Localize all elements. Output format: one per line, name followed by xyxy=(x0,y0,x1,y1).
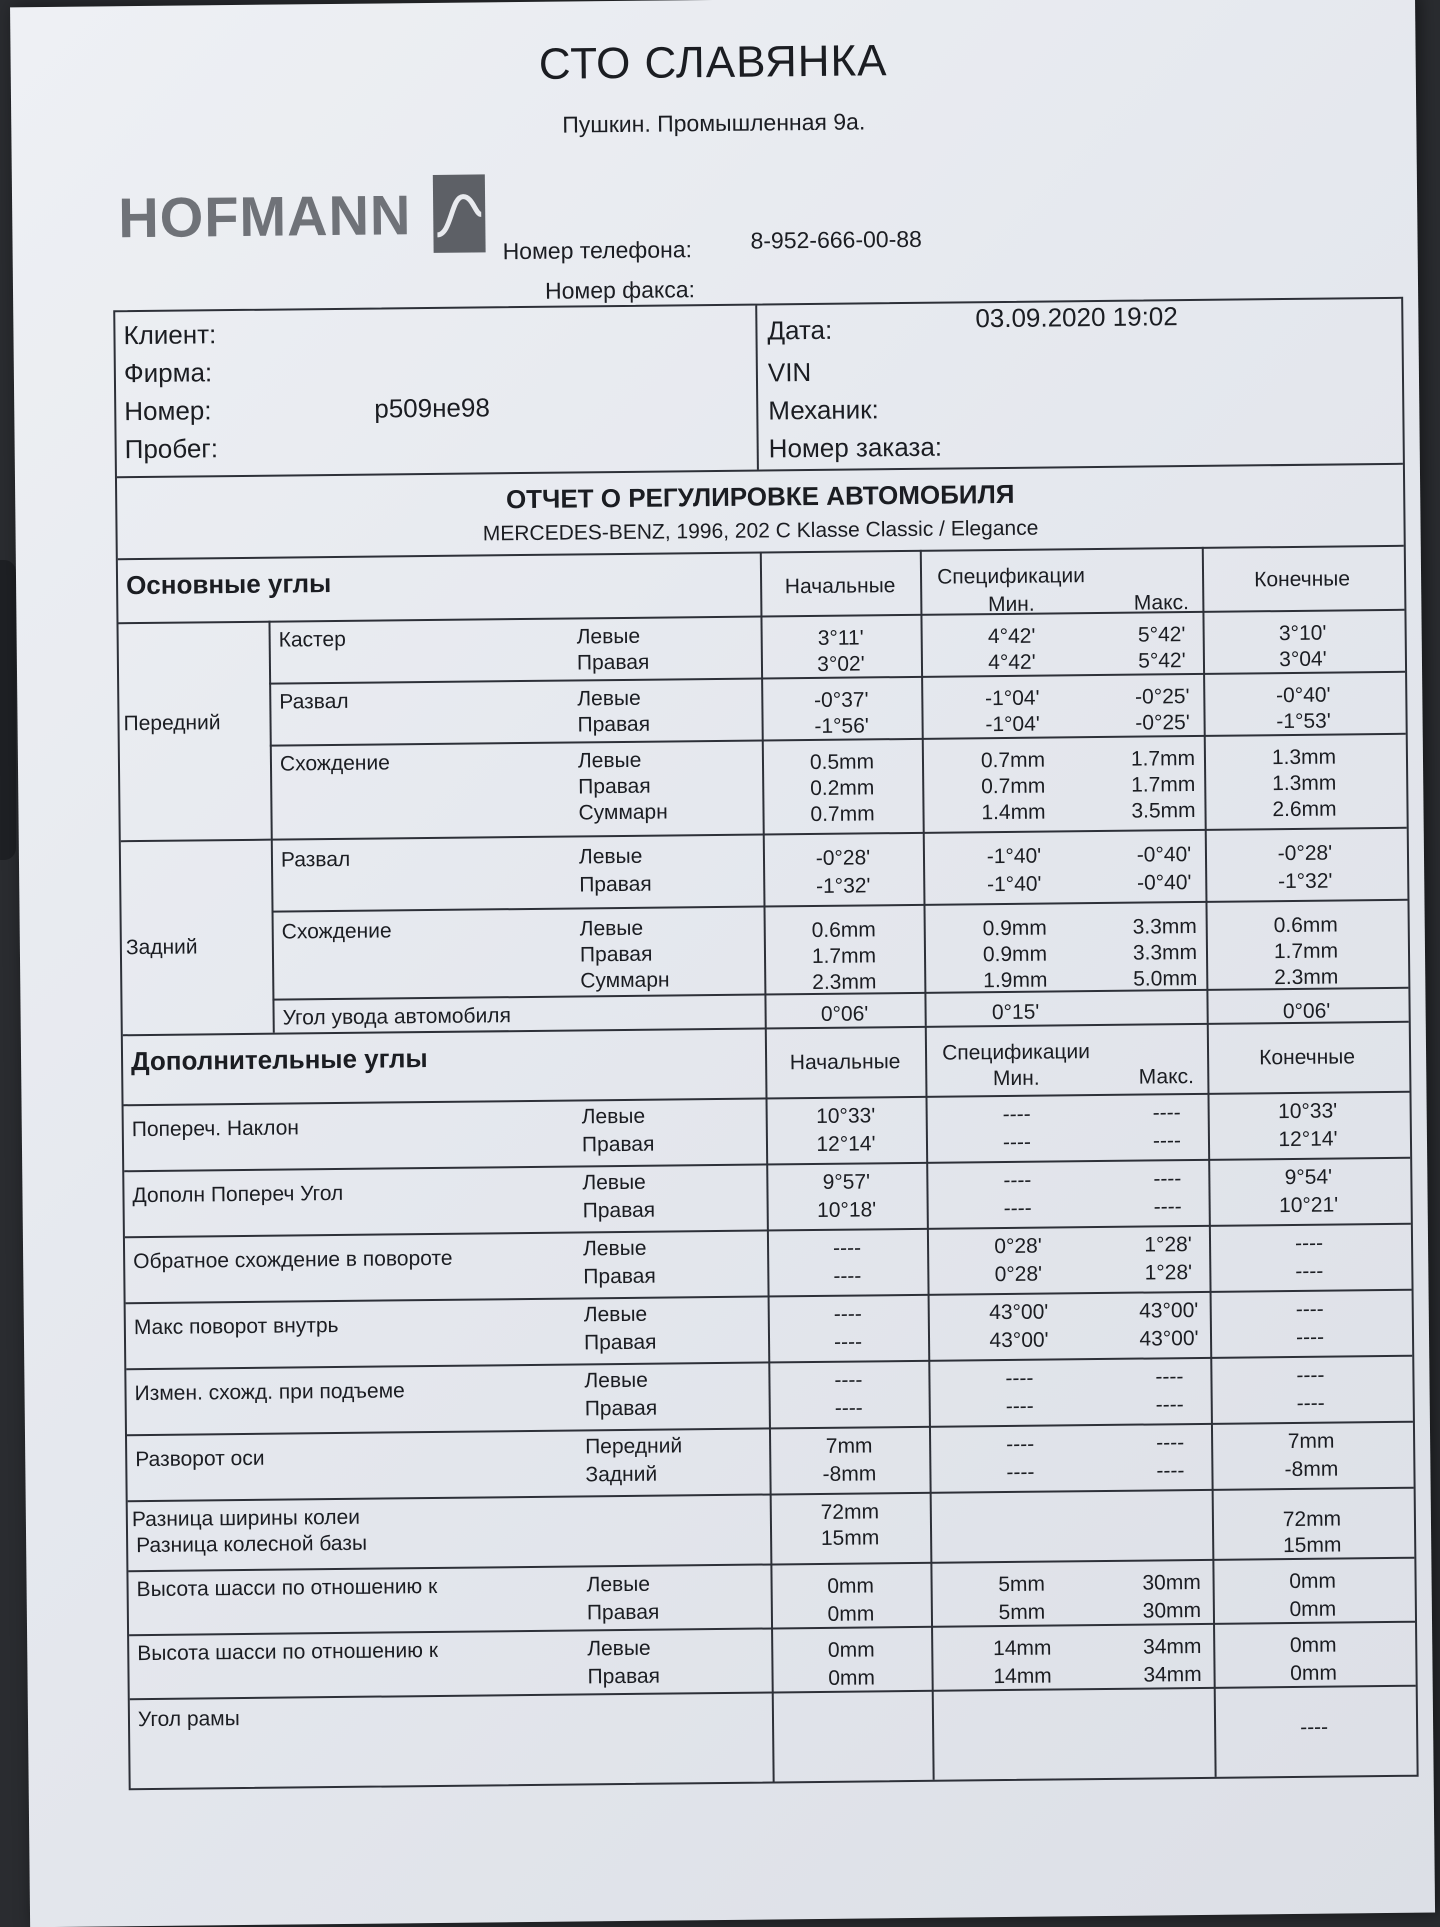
brand-mark-icon xyxy=(433,174,486,253)
wheelbase-diff-label: Разница колесной базы xyxy=(136,1531,368,1558)
cell-spec-min: 1.4mm xyxy=(981,800,1046,825)
cell-spec-max: 1.7mm xyxy=(1130,746,1196,771)
cell-initial: 0.5mm xyxy=(809,750,875,775)
table-rule xyxy=(925,1026,935,1780)
cell-initial: -1°32' xyxy=(815,874,871,898)
vin-label: VIN xyxy=(767,356,812,388)
cell-final: 2.3mm xyxy=(1274,965,1339,990)
table-rule xyxy=(760,552,767,1028)
side-label: Левые xyxy=(581,1104,646,1129)
cell-initial: 10°33' xyxy=(816,1104,876,1128)
side-label-right: Правая xyxy=(576,650,650,675)
cell-spec-min: 43°00' xyxy=(989,1328,1049,1353)
order-number-label: Номер заказа: xyxy=(768,431,943,464)
side-label-left: Левые xyxy=(578,844,643,869)
side-label: Левые xyxy=(582,1236,647,1261)
cell-spec-max: ---- xyxy=(1152,1129,1182,1153)
table-rule xyxy=(920,550,927,1026)
col-final-header: Конечные xyxy=(1259,1045,1356,1070)
cell-final: 0.6mm xyxy=(1273,913,1338,938)
rear-axis-label: Задний xyxy=(125,935,198,960)
cell-initial: 0.7mm xyxy=(810,802,875,827)
cell-spec-max: 5.0mm xyxy=(1133,966,1198,991)
extra-angles-heading: Дополнительные углы xyxy=(130,1043,428,1077)
extra-param-label: Макс поворот внутрь xyxy=(133,1313,339,1340)
cell-spec-min: 5mm xyxy=(998,1572,1046,1597)
cell-final: 0mm xyxy=(1289,1633,1337,1658)
side-label-right: Правая xyxy=(579,872,652,897)
shop-address: Пушкин. Промышленная 9а. xyxy=(562,108,866,138)
cell-spec-max: ---- xyxy=(1155,1393,1184,1417)
cell-spec-max: 3.3mm xyxy=(1132,914,1197,939)
side-label: Задний xyxy=(585,1462,658,1487)
cell-final: 3°04' xyxy=(1279,647,1327,672)
thrust-final: 0°06' xyxy=(1282,999,1331,1024)
mechanic-label: Механик: xyxy=(768,394,879,426)
param-label-camber: Развал xyxy=(280,847,351,872)
side-label: Передний xyxy=(585,1434,683,1459)
cell-initial: ---- xyxy=(833,1330,863,1354)
cell-spec-max: 1°28' xyxy=(1144,1233,1192,1257)
cell-final: 1.3mm xyxy=(1272,771,1337,796)
ride-height-label: Высота шасси по отношению к xyxy=(137,1638,439,1666)
cell-initial: ---- xyxy=(833,1264,862,1288)
param-label-camber: Развал xyxy=(279,689,349,714)
cell-spec-max: 34mm xyxy=(1142,1634,1202,1659)
cell-final: 3°10' xyxy=(1278,621,1327,646)
cell-spec-min: 43°00' xyxy=(989,1300,1049,1325)
cell-initial: 9°57' xyxy=(822,1170,871,1194)
wheelbase-final: 15mm xyxy=(1282,1533,1342,1558)
cell-spec-min: -1°04' xyxy=(984,686,1040,711)
ride-height-label: Высота шасси по отношению к xyxy=(136,1574,438,1602)
table-rule xyxy=(755,306,759,470)
cell-initial: 3°02' xyxy=(817,652,865,676)
col-final-header: Конечные xyxy=(1254,567,1351,592)
param-label-toe: Схождение xyxy=(279,751,390,776)
side-label: Левые xyxy=(587,1636,651,1661)
cell-spec-min: ---- xyxy=(1006,1432,1035,1457)
cell-spec-min: 14mm xyxy=(992,1636,1052,1661)
cell-spec-min: 0°28' xyxy=(994,1262,1043,1287)
side-label: Правая xyxy=(581,1132,655,1157)
cell-initial: 10°18' xyxy=(816,1198,877,1222)
cell-final: -8mm xyxy=(1284,1457,1339,1482)
cell-spec-max: 30mm xyxy=(1142,1598,1202,1623)
table-rule xyxy=(1202,547,1209,1023)
thrust-initial: 0°06' xyxy=(820,1002,869,1026)
cell-spec-max: 34mm xyxy=(1143,1662,1202,1687)
col-initial-header: Начальные xyxy=(784,574,896,599)
cell-final: 0mm xyxy=(1289,1569,1337,1594)
param-label-toe: Схождение xyxy=(281,919,392,944)
cell-spec-max: 43°00' xyxy=(1139,1326,1199,1351)
front-axis-label: Передний xyxy=(123,711,221,736)
cell-spec-min: ---- xyxy=(1005,1394,1034,1419)
main-angles-heading: Основные углы xyxy=(125,568,332,601)
cell-final: 10°21' xyxy=(1278,1193,1339,1218)
cell-spec-min: 14mm xyxy=(993,1664,1052,1689)
side-label: Левые xyxy=(583,1302,648,1327)
cell-spec-min: 4°42' xyxy=(988,650,1036,675)
table-rule xyxy=(271,827,1407,841)
side-label: Левые xyxy=(584,1368,648,1393)
cell-spec-max: 5°42' xyxy=(1138,649,1186,673)
thrust-spec: 0°15' xyxy=(991,1000,1040,1025)
col-spec-header: Спецификации xyxy=(937,564,1086,589)
track-initial: 72mm xyxy=(820,1500,880,1524)
cell-final: 1.7mm xyxy=(1273,939,1339,964)
brand-name: HOFMANN xyxy=(117,182,412,249)
cell-final: -0°28' xyxy=(1277,841,1333,866)
cell-spec-min: -1°40' xyxy=(986,844,1042,869)
side-label-total: Суммарн xyxy=(578,800,668,825)
cell-spec-min: 0°28' xyxy=(994,1234,1042,1259)
table-rule xyxy=(765,1027,775,1781)
table-rule xyxy=(1207,1023,1217,1777)
side-label-left: Левые xyxy=(577,686,641,711)
table-rule xyxy=(121,839,271,843)
cell-final: 9°54' xyxy=(1284,1165,1333,1190)
cell-spec-max: ---- xyxy=(1156,1431,1185,1455)
cell-spec-max: -0°25' xyxy=(1135,711,1190,735)
col-initial-header: Начальные xyxy=(789,1050,901,1075)
plate-number: р509не98 xyxy=(374,392,490,424)
cell-final: ---- xyxy=(1294,1231,1324,1255)
col-min-header: Мин. xyxy=(992,1066,1040,1091)
mileage-label: Пробег: xyxy=(124,433,219,465)
side-label: Правая xyxy=(582,1198,656,1223)
col-spec-header: Спецификации xyxy=(942,1040,1091,1065)
thrust-angle-label: Угол увода автомобиля xyxy=(282,1004,511,1030)
cell-final: 7mm xyxy=(1287,1429,1335,1454)
side-label: Левые xyxy=(582,1170,646,1195)
side-label-left: Левые xyxy=(576,624,641,649)
side-label-left: Левые xyxy=(579,916,644,941)
cell-initial: 12°14' xyxy=(816,1132,876,1156)
cell-spec-max: 43°00' xyxy=(1139,1298,1199,1323)
phone-number: 8-952-666-00-88 xyxy=(750,225,922,254)
side-label: Правая xyxy=(583,1330,657,1355)
side-label: Правая xyxy=(583,1264,656,1289)
cell-spec-min: ---- xyxy=(1005,1366,1034,1391)
extra-param-label: Дополн Попереч Угол xyxy=(132,1181,344,1208)
cell-spec-max: -0°25' xyxy=(1134,685,1190,709)
param-label-caster: Кастер xyxy=(278,627,346,652)
cell-initial: 7mm xyxy=(825,1434,873,1458)
cell-final: ---- xyxy=(1296,1363,1325,1387)
side-label: Правая xyxy=(586,1600,660,1625)
client-label: Клиент: xyxy=(123,319,217,351)
report-table xyxy=(113,297,1418,1790)
side-label-right: Правая xyxy=(577,712,651,737)
frame-angle-label: Угол рамы xyxy=(137,1707,240,1732)
fax-label: Номер факса: xyxy=(544,276,696,304)
cell-spec-min: -1°40' xyxy=(986,872,1042,897)
cell-spec-min: 0.7mm xyxy=(981,774,1046,799)
cell-initial: 0.2mm xyxy=(810,776,875,801)
cell-initial: -1°56' xyxy=(814,714,869,738)
col-max-header: Макс. xyxy=(1133,591,1190,615)
report-title: ОТЧЕТ О РЕГУЛИРОВКЕ АВТОМОБИЛЯ xyxy=(505,478,1015,515)
cell-final: ---- xyxy=(1295,1297,1324,1321)
cell-initial: 0mm xyxy=(827,1574,875,1598)
cell-spec-max: -0°40' xyxy=(1136,843,1192,867)
cell-spec-min: ---- xyxy=(1003,1196,1032,1221)
wheelbase-initial: 15mm xyxy=(820,1526,880,1550)
phone-label: Номер телефона: xyxy=(502,236,693,265)
cell-initial: 3°11' xyxy=(817,626,864,650)
side-label-right: Правая xyxy=(579,942,653,967)
cell-final: ---- xyxy=(1295,1259,1324,1283)
cell-final: 0mm xyxy=(1290,1661,1338,1686)
cell-spec-max: ---- xyxy=(1153,1195,1182,1219)
cell-spec-min: ---- xyxy=(1002,1102,1031,1127)
date-label: Дата: xyxy=(767,314,833,346)
cell-initial: -8mm xyxy=(822,1462,877,1486)
cell-initial: ---- xyxy=(834,1368,863,1392)
cell-spec-min: 1.9mm xyxy=(983,968,1048,993)
cell-initial: 2.3mm xyxy=(812,970,877,995)
shop-title: СТО СЛАВЯНКА xyxy=(538,36,888,89)
cell-spec-min: ---- xyxy=(1006,1460,1035,1485)
cell-spec-max: 30mm xyxy=(1142,1570,1201,1595)
cell-final: ---- xyxy=(1295,1325,1325,1349)
cell-spec-max: 1°28' xyxy=(1144,1261,1193,1285)
cell-final: -0°40' xyxy=(1275,683,1331,708)
cell-spec-min: ---- xyxy=(1002,1130,1032,1155)
extra-param-label: Обратное схождение в повороте xyxy=(133,1246,453,1274)
vehicle-description: MERCEDES-BENZ, 1996, 202 C Klasse Classic / Elegance xyxy=(482,516,1039,546)
cell-final: ---- xyxy=(1296,1391,1325,1415)
cell-spec-min: 0.9mm xyxy=(982,916,1047,941)
cell-spec-max: ---- xyxy=(1156,1459,1185,1483)
table-rule xyxy=(117,463,1403,478)
cell-spec-max: 3.3mm xyxy=(1132,940,1198,965)
side-label: Правая xyxy=(584,1396,658,1421)
number-label: Номер: xyxy=(124,395,212,427)
cell-spec-max: ---- xyxy=(1152,1101,1181,1125)
side-label-total: Суммарн xyxy=(580,968,670,993)
side-label: Левые xyxy=(586,1572,651,1597)
track-final: 72mm xyxy=(1282,1507,1342,1532)
cell-spec-min: 0.9mm xyxy=(982,942,1048,967)
cell-spec-min: ---- xyxy=(1003,1168,1032,1193)
cell-spec-min: 4°42' xyxy=(987,624,1036,649)
side-label-left: Левые xyxy=(577,748,642,773)
cell-spec-min: 5mm xyxy=(998,1600,1046,1625)
cell-initial: -0°28' xyxy=(815,846,871,870)
track-diff-label: Разница ширины колеи xyxy=(131,1505,361,1532)
extra-param-label: Измен. схожд. при подъеме xyxy=(134,1379,405,1406)
report-datetime: 03.09.2020 19:02 xyxy=(975,301,1178,334)
cell-spec-max: 5°42' xyxy=(1137,623,1186,647)
table-rule xyxy=(272,899,1408,913)
alignment-report-sheet xyxy=(10,0,1435,1927)
cell-spec-max: 1.7mm xyxy=(1131,772,1196,797)
cell-initial: ---- xyxy=(834,1396,863,1420)
cell-final: 12°14' xyxy=(1278,1127,1338,1152)
cell-final: 10°33' xyxy=(1277,1099,1338,1124)
cell-final: 0mm xyxy=(1289,1597,1337,1622)
finger-shadow xyxy=(0,560,16,860)
col-min-header: Мин. xyxy=(987,592,1035,617)
cell-initial: ---- xyxy=(832,1236,862,1260)
cell-initial: -0°37' xyxy=(813,688,869,712)
cell-spec-max: 3.5mm xyxy=(1131,798,1196,823)
brand-logo xyxy=(118,174,486,256)
cell-initial: 1.7mm xyxy=(811,944,877,969)
cell-final: -1°32' xyxy=(1277,869,1333,894)
col-max-header: Макс. xyxy=(1138,1065,1195,1089)
cell-spec-max: -0°40' xyxy=(1136,871,1192,895)
cell-spec-min: -1°04' xyxy=(985,712,1040,737)
cell-final: 2.6mm xyxy=(1272,797,1337,822)
cell-spec-max: ---- xyxy=(1153,1167,1182,1191)
extra-param-label: Разворот оси xyxy=(135,1446,265,1472)
cell-spec-min: 0.7mm xyxy=(980,748,1046,773)
cell-initial: ---- xyxy=(833,1302,862,1326)
cell-initial: 0mm xyxy=(828,1666,876,1690)
cell-final: 1.3mm xyxy=(1271,745,1337,770)
side-label-right: Правая xyxy=(578,774,651,799)
cell-spec-max: ---- xyxy=(1155,1365,1184,1389)
cell-final: -1°53' xyxy=(1276,709,1331,734)
cell-initial: 0mm xyxy=(827,1602,875,1626)
cell-initial: 0.6mm xyxy=(811,918,876,943)
extra-param-label: Попереч. Наклон xyxy=(131,1116,300,1142)
side-label: Правая xyxy=(587,1664,661,1689)
firm-label: Фирма: xyxy=(123,357,213,389)
cell-initial: 0mm xyxy=(827,1638,875,1662)
frame-angle-final: ---- xyxy=(1300,1715,1329,1739)
